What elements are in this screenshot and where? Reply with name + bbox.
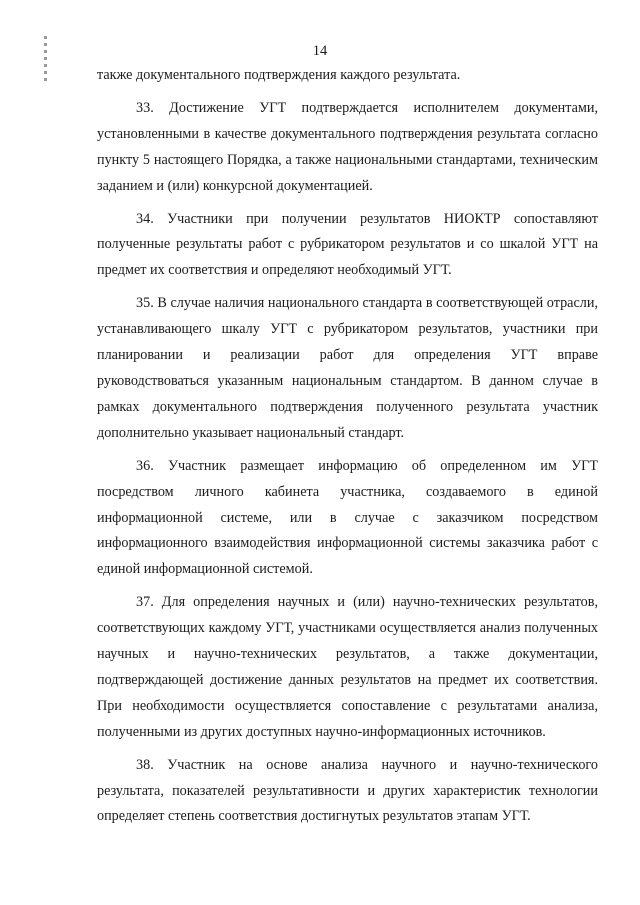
paragraph-37: 37. Для определения научных и (или) научно-технических результатов, соответствующих каждому УГТ, участниками осуществляется анализ полученных научных и научно-технических результатов, а также документации, подтверждающей достижение данных результатов на предмет их соответствия. При необходимости осуществляется сопоставление с результатами анализа, полученными из других доступных научно-информационных источников. [97, 594, 598, 740]
paragraph-36: 36. Участник размещает информацию об определенном им УГТ посредством личного кабинета участника, создаваемого в единой информационной системе, или в случае с заказчиком посредством информационного взаимодействия информационной системы заказчика работ с единой информационной системой. [97, 457, 598, 578]
paragraph-35: 35. В случае наличия национального стандарта в соответствующей отрасли, устанавливающего шкалу УГТ с рубрикатором результатов, участники при планировании и реализации работ для определения УГТ вправе руководствоваться указанным национальным стандартом. В данном случае в рамках документального подтверждения полученного результата участник дополнительно указывает национальный стандарт. [97, 295, 598, 441]
paragraph-38: 38. Участник на основе анализа научного и научно-технического результата, показателей результативности и других характеристик технологии определяет степень соответствия достигнутых результатов этапам УГТ. [97, 756, 598, 825]
paragraph-33: 33. Достижение УГТ подтверждается исполнителем документами, установленными в качестве документального подтверждения результата согласно пункту 5 настоящего Порядка, а также национальными стандартами, техническим заданием и (или) конкурсной документацией. [97, 99, 598, 194]
page-number: 14 [312, 43, 328, 59]
paragraph-continuation: также документального подтверждения каждого результата. [97, 67, 461, 83]
document-body [97, 63, 598, 830]
paragraph-34: 34. Участники при получении результатов НИОКТР сопоставляют полученные результаты работ с рубрикатором результатов и со шкалой УГТ на предмет их соответствия и определяют необходимый УГТ. [97, 210, 598, 279]
